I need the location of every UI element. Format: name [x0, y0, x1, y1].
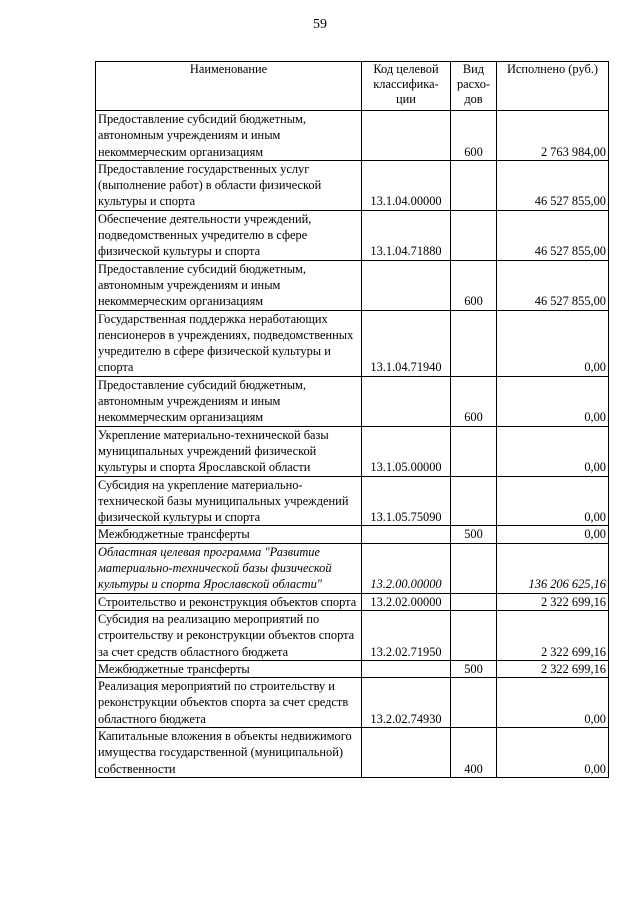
cell-code: 13.2.00.00000 — [362, 543, 451, 593]
cell-amount: 0,00 — [497, 678, 609, 728]
cell-kind — [451, 610, 497, 660]
budget-execution-table — [95, 61, 609, 778]
cell-amount: 0,00 — [497, 376, 609, 426]
cell-name: Субсидия на укрепление материально-технической базы муниципальных учреждений физической культуры и спорта — [96, 476, 362, 526]
cell-kind — [451, 678, 497, 728]
table-row — [96, 111, 609, 161]
table-row — [96, 426, 609, 476]
cell-kind — [451, 476, 497, 526]
table-row — [96, 610, 609, 660]
table-row — [96, 727, 609, 777]
cell-kind: 500 — [451, 660, 497, 677]
cell-name: Межбюджетные трансферты — [96, 660, 362, 677]
cell-name: Реализация мероприятий по строительству и реконструкции объектов спорта за счет средств областного бюджета — [96, 678, 362, 728]
cell-amount: 136 206 625,16 — [497, 543, 609, 593]
cell-kind — [451, 310, 497, 376]
cell-code: 13.1.04.71940 — [362, 310, 451, 376]
cell-amount: 2 322 699,16 — [497, 593, 609, 610]
cell-kind: 600 — [451, 260, 497, 310]
cell-code — [362, 376, 451, 426]
page-number: 59 — [313, 17, 327, 32]
header-amount: Исполнено (руб.) — [497, 62, 609, 111]
header-code: Код целевой классифика-ции — [362, 62, 451, 111]
table-row — [96, 593, 609, 610]
cell-name: Субсидия на реализацию мероприятий по строительству и реконструкции объектов спорта за счет средств областного бюджета — [96, 610, 362, 660]
cell-amount: 0,00 — [497, 526, 609, 543]
header-name: Наименование — [96, 62, 362, 111]
cell-amount: 0,00 — [497, 476, 609, 526]
cell-name: Предоставление государственных услуг (выполнение работ) в области физической культуры и спорта — [96, 160, 362, 210]
cell-name: Капитальные вложения в объекты недвижимого имущества государственной (муниципальной) собственности — [96, 727, 362, 777]
table-row — [96, 210, 609, 260]
table-row — [96, 160, 609, 210]
cell-amount: 46 527 855,00 — [497, 160, 609, 210]
table-header-row — [96, 62, 609, 111]
cell-code — [362, 727, 451, 777]
cell-kind — [451, 210, 497, 260]
table-row — [96, 476, 609, 526]
cell-amount: 46 527 855,00 — [497, 210, 609, 260]
cell-kind — [451, 543, 497, 593]
cell-code: 13.2.02.74930 — [362, 678, 451, 728]
cell-amount: 46 527 855,00 — [497, 260, 609, 310]
cell-code: 13.1.05.00000 — [362, 426, 451, 476]
cell-code: 13.1.04.71880 — [362, 210, 451, 260]
cell-amount: 2 322 699,16 — [497, 610, 609, 660]
header-kind: Вид расхо-дов — [451, 62, 497, 111]
cell-name: Строительство и реконструкция объектов спорта — [96, 593, 362, 610]
cell-code — [362, 526, 451, 543]
table-row — [96, 310, 609, 376]
cell-name: Предоставление субсидий бюджетным, автономным учреждениям и иным некоммерческим организациям — [96, 260, 362, 310]
cell-amount: 2 322 699,16 — [497, 660, 609, 677]
cell-name: Областная целевая программа "Развитие материально-технической базы физической культуры и спорта Ярославской области" — [96, 543, 362, 593]
cell-amount: 0,00 — [497, 727, 609, 777]
table-row — [96, 678, 609, 728]
cell-name: Укрепление материально-технической базы муниципальных учреждений физической культуры и спорта Ярославской области — [96, 426, 362, 476]
cell-code — [362, 111, 451, 161]
cell-name: Предоставление субсидий бюджетным, автономным учреждениям и иным некоммерческим организациям — [96, 376, 362, 426]
table-row — [96, 260, 609, 310]
cell-amount: 0,00 — [497, 426, 609, 476]
cell-amount: 2 763 984,00 — [497, 111, 609, 161]
cell-code — [362, 260, 451, 310]
cell-code — [362, 660, 451, 677]
cell-kind: 600 — [451, 376, 497, 426]
cell-code: 13.2.02.00000 — [362, 593, 451, 610]
cell-amount: 0,00 — [497, 310, 609, 376]
cell-kind — [451, 426, 497, 476]
cell-code: 13.1.04.00000 — [362, 160, 451, 210]
table-row — [96, 526, 609, 543]
table-row — [96, 376, 609, 426]
cell-code: 13.2.02.71950 — [362, 610, 451, 660]
cell-kind: 400 — [451, 727, 497, 777]
cell-name: Государственная поддержка неработающих пенсионеров в учреждениях, подведомственных учредителю в сфере физической культуры и спорта — [96, 310, 362, 376]
cell-name: Обеспечение деятельности учреждений, подведомственных учредителю в сфере физической культуры и спорта — [96, 210, 362, 260]
table-row — [96, 660, 609, 677]
table-body — [96, 111, 609, 778]
cell-kind: 500 — [451, 526, 497, 543]
cell-code: 13.1.05.75090 — [362, 476, 451, 526]
cell-name: Межбюджетные трансферты — [96, 526, 362, 543]
cell-name: Предоставление субсидий бюджетным, автономным учреждениям и иным некоммерческим организациям — [96, 111, 362, 161]
table-row — [96, 543, 609, 593]
cell-kind — [451, 160, 497, 210]
cell-kind — [451, 593, 497, 610]
cell-kind: 600 — [451, 111, 497, 161]
